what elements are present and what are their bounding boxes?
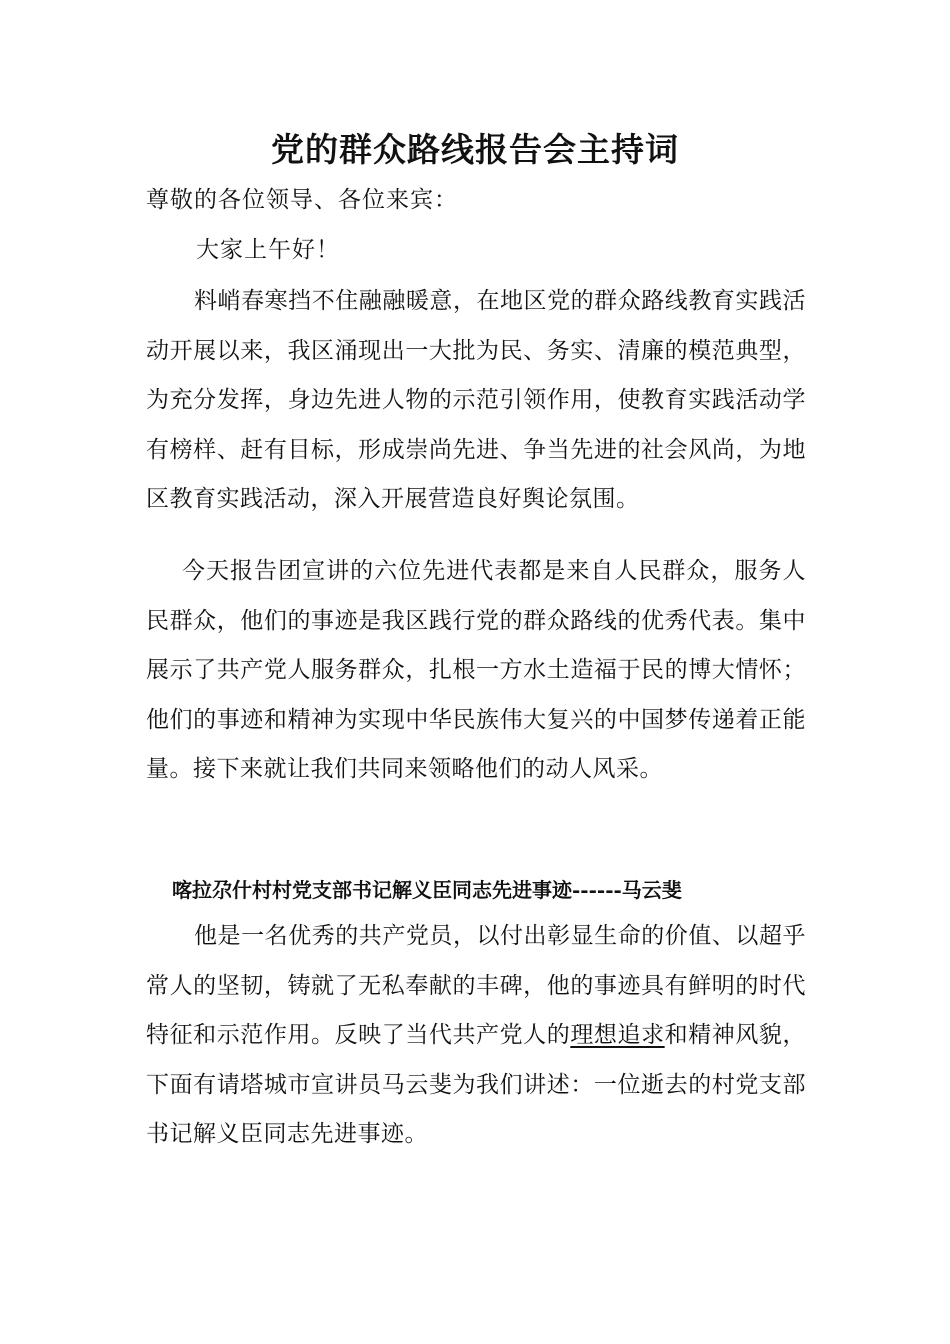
- salutation-line: 尊敬的各位领导、各位来宾：: [146, 187, 458, 213]
- underlined-phrase: 理想追求: [570, 1022, 665, 1048]
- opening-paragraph: 料峭春寒挡不住融融暖意，在地区党的群众路线教育实践活动开展以来，我区涌现出一大批为民、务实、清廉的模范典型，为充分发挥，身边先进人物的示范引领作用，使教育实践活动学有榜样、赶有目标，形成崇尚先进、争当先进的社会风尚，为地区教育实践活动，深入开展营造良好舆论氛围。: [146, 288, 806, 512]
- greeting-line: 大家上午好！: [196, 237, 340, 263]
- speaker-intro-paragraph: [146, 912, 806, 1160]
- introduction-paragraph: 今天报告团宣讲的六位先进代表都是来自人民群众，服务人民群众，他们的事迹是我区践行党的群众路线的优秀代表。集中展示了共产党人服务群众，扎根一方水土造福于民的博大情怀；他们的事迹和精神为实现中华民族伟大复兴的中国梦传递着正能量。接下来就让我们共同来领略他们的动人风采。: [146, 558, 806, 782]
- document-title: 党的群众路线报告会主持词: [271, 130, 679, 169]
- paragraph-text-before: 他是一名优秀的共产党员，以付出彰显生命的价值、以超乎常人的坚韧，铸就了无私奉献的丰碑，他的事迹具有鲜明的时代特征和示范作用。反映了当代共产党人的: [146, 923, 806, 1048]
- section-heading: 喀拉尕什村村党支部书记解义臣同志先进事迹------马云斐: [172, 878, 682, 902]
- paragraph-text-after: 和精神风貌，下面有请塔城市宣讲员马云斐为我们讲述：一位逝去的村党支部书记解义臣同志先进事迹。: [146, 1022, 807, 1147]
